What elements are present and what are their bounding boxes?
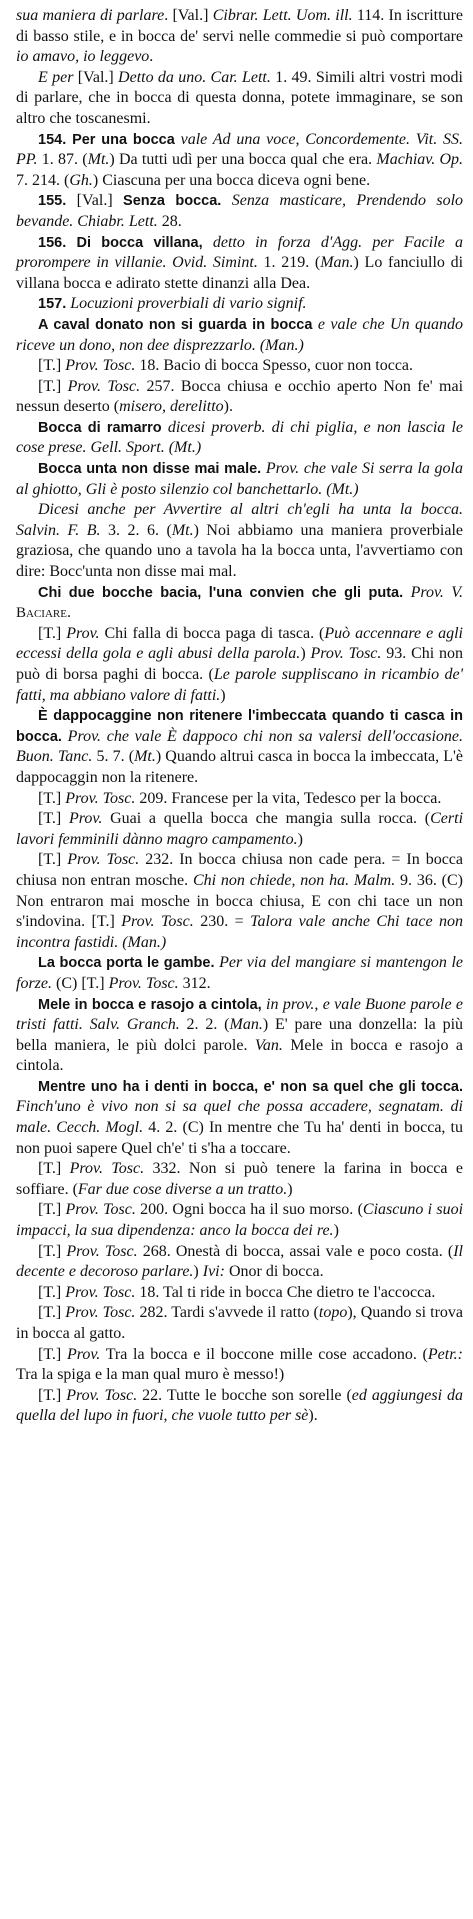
proverb-bacio-di-bocca — [16, 356, 463, 377]
text-run: Prov. Tosc. — [65, 357, 136, 375]
text-run: sua maniera di parlare — [16, 7, 165, 24]
text-run: Prov. che vale Si serra la gola al ghiotto, Gli è posto silenzio col banchettarlo. (Mt.) — [16, 460, 464, 498]
text-run: [T.] — [38, 377, 68, 395]
text-run: ) — [287, 1180, 293, 1198]
text-run: Prov. Tosc. — [69, 1160, 145, 1178]
text-run: ), Quando si trova in bocca al gatto. — [16, 1304, 464, 1342]
text-run: Prov. Tosc. — [67, 851, 140, 869]
text-run: [T.] — [38, 1283, 66, 1301]
text-run: Cibrar. Lett. Uom. ill. — [212, 7, 353, 24]
text-run: 209. Francese per la vita, Tedesco per la bocca. — [135, 789, 442, 807]
text-run: [T.] — [38, 789, 66, 807]
text-run: Prov. — [66, 624, 100, 642]
text-run: Petr.: — [427, 1345, 463, 1363]
text-run: . — [66, 604, 71, 622]
proverb-bocca-unta-note — [16, 500, 463, 582]
text-run: Guai a quella bocca che mangia sulla rocca. ( — [102, 810, 431, 828]
proverb-chi-due-bocche — [16, 583, 463, 624]
text-run: ). — [308, 1407, 318, 1425]
proverb-bocca-chiusa — [16, 377, 463, 418]
text-run: Chi falla di bocca paga di tasca. ( — [99, 624, 325, 642]
text-run: 28. — [157, 212, 182, 230]
text-run: 332. Non si può tenere la farina in bocca e soffiare. ( — [16, 1160, 463, 1198]
text-run: 230. = — [193, 913, 251, 931]
text-run: Certi lavori femminili dànno magro campamento. — [16, 810, 464, 848]
proverb-chi-falla-di-bocca — [16, 624, 463, 706]
text-run: Gh. — [69, 171, 93, 189]
text-run: 18. Bacio di bocca Spesso, cuor non tocca. — [135, 357, 414, 375]
text-run: Mt. — [171, 521, 194, 539]
text-run: 257. Bocca chiusa e occhio aperto Non fe' mai nessun deserto ( — [16, 377, 464, 416]
text-run: Chi non chiede, non ha. Malm. — [192, 871, 396, 889]
text-run: [T.] — [38, 1345, 67, 1363]
text-run: Senza masticare, Prendendo solo bevande. Chiabr. Lett. — [16, 192, 464, 230]
text-run: 114. In iscritture di basso stile, e in bocca de' servi nelle commedie si può comportare — [16, 7, 464, 45]
text-run: Ciascuno i suoi impacci, la sua dipendenza: anco la bocca dei re. — [16, 1201, 464, 1240]
text-run: dicesi proverb. di chi piglia, e non lascia le cose prese. Gell. Sport. (Mt.) — [16, 418, 464, 457]
text-run: A caval donato non si guarda in bocca — [38, 316, 313, 333]
proverb-tutte-le-bocche — [16, 1386, 463, 1427]
text-run: Van. — [254, 1036, 283, 1054]
text-run: Prov. Tosc. — [310, 645, 382, 663]
text-run: Talora vale anche Chi tace non incontra fastidi. (Man.) — [16, 913, 464, 951]
text-run: 9. 36. (C) Non entraron mai mosche in bocca chiusa, E con chi tace un non s'indovina. [T.] — [16, 871, 464, 931]
text-run: detto in forza d'Agg. per Facile a prorompere in villanie. Ovid. Simint. — [16, 233, 464, 272]
text-run: Prov. Tosc. — [108, 974, 179, 992]
text-run: 312. — [178, 974, 211, 992]
text-run — [203, 234, 213, 251]
text-run: Prov. Tosc. — [65, 789, 136, 807]
text-run: Prov. che vale È dappoco chi non sa valersi dell'occasione. Buon. Tanc. — [16, 727, 463, 766]
text-run: Detto da uno. Car. Lett. — [118, 68, 271, 86]
entry-157 — [16, 294, 463, 315]
entry-155 — [16, 191, 463, 232]
proverb-onesta-di-bocca — [16, 1242, 463, 1283]
text-run: Prov. Tosc. — [67, 377, 141, 395]
text-run: [T.] — [38, 810, 69, 828]
entry-example — [16, 68, 463, 130]
text-run: Per una bocca — [72, 131, 175, 148]
text-run: Dicesi anche per Avvertire al altri ch'egli ha unta la bocca. Salvin. F. B. — [16, 501, 463, 539]
proverb-farina-in-bocca — [16, 1159, 463, 1200]
text-run: Bocca unta non disse mai male. — [38, 461, 262, 478]
text-run: Può accennare e agli eccessi della gola e agli abusi della parola. — [16, 624, 464, 663]
text-run: È dappocaggine non ritenere l'imbeccata quando ti casca in bocca. — [16, 708, 463, 745]
text-run: Baciare — [16, 605, 67, 622]
text-run: 200. Ogni bocca ha il suo morso. ( — [135, 1201, 363, 1219]
text-run: Ivi: — [202, 1263, 225, 1281]
text-run: [Val.] — [73, 68, 119, 86]
text-run: ) Lo fanciullo di villana bocca e adirato stette dinanzi alla Dea. — [16, 254, 464, 292]
text-run: Tra la spiga e la man qual muro è messo!) — [16, 1366, 285, 1384]
proverb-mele-in-bocca — [16, 995, 463, 1077]
text-run: Far due cose diverse a un tratto. — [77, 1180, 288, 1198]
text-run: ed aggiungesi da quella del lupo in fuori, che vuole tutto per sè — [16, 1386, 464, 1425]
text-run: Man. — [320, 254, 354, 272]
text-run: Machiav. Op. — [376, 151, 464, 169]
text-run: [T.] — [38, 624, 67, 642]
text-run: Mt. — [134, 748, 156, 766]
text-run: Onor di bocca. — [224, 1263, 324, 1281]
text-run: 157. — [38, 296, 71, 313]
text-run: 18. Tal ti ride in bocca Che dietro te l'accocca. — [135, 1283, 436, 1301]
text-run: [T.] — [38, 1242, 67, 1260]
text-run — [403, 584, 410, 601]
proverb-dappocaggine — [16, 706, 463, 788]
text-run: Prov. Tosc. — [65, 1283, 136, 1301]
text-run: 1. 219. ( — [257, 254, 321, 272]
text-run: vale — [174, 130, 213, 148]
text-run: ) — [193, 1263, 203, 1281]
text-run: ). — [223, 398, 233, 416]
entry-continuation — [16, 6, 463, 68]
text-run: Per via del mangiare si mantengon le forze. — [16, 954, 463, 992]
text-run: ) E' pare una donzella: la più bella maniera, le più dolci parole. — [16, 1016, 464, 1054]
text-run: . [Val.] — [164, 7, 213, 24]
text-run: Mele in bocca e rasojo a cintola, — [38, 996, 262, 1013]
text-run: . — [149, 48, 154, 66]
text-run: topo — [318, 1304, 348, 1322]
text-run: 93. Chi non può di borsa paghi di bocca. ( — [16, 645, 464, 683]
entry-156 — [16, 233, 463, 295]
text-run: [T.] — [38, 1386, 67, 1404]
text-run: 1. 87. ( — [37, 151, 88, 169]
text-run: 5. 7. ( — [92, 748, 135, 766]
text-run: Mt. — [87, 151, 110, 169]
text-run: Prov. Tosc. — [65, 1304, 136, 1322]
text-run: 1. 49. Simili altri vostri modi di parlare, che in bocca di questa donna, potete immaginare, se son altro che toscanesmi. — [16, 68, 463, 127]
text-run: 268. Onestà di bocca, assai vale e poco costa. ( — [137, 1242, 454, 1260]
text-run: 2. 2. ( — [179, 1016, 230, 1034]
entry-154 — [16, 130, 463, 192]
text-run: [T.] — [38, 1304, 66, 1322]
text-run: La bocca porta le gambe. — [38, 955, 215, 972]
text-run: 4. 2. (C) In mentre che Tu ha' denti in bocca, tu non puoi sapere Quel ch'e' ti s'ha a toccare. — [16, 1119, 463, 1157]
text-run: Ad una voce, Concordemente. Vit. SS. PP. — [16, 130, 464, 169]
text-run: [T.] — [38, 1160, 70, 1178]
text-run: 154. — [38, 131, 73, 148]
text-run: ) — [297, 830, 303, 848]
text-run: [Val.] — [76, 192, 124, 210]
text-run: [T.] — [38, 357, 66, 375]
text-run: Bocca di ramarro — [38, 419, 162, 436]
text-run: (C) [T.] — [52, 974, 109, 992]
text-run: in prov., e vale Buone parole e tristi fatti. Salv. Granch. — [16, 995, 463, 1034]
proverb-francese — [16, 789, 463, 810]
proverb-guai-a-quella-bocca — [16, 809, 463, 850]
text-run: Tra la bocca e il boccone mille cose accadono. ( — [100, 1345, 428, 1363]
text-run — [221, 192, 231, 209]
proverb-mentre-uno-ha-i-denti — [16, 1077, 463, 1159]
proverb-tra-la-bocca — [16, 1345, 463, 1386]
text-run: misero, derelitto — [119, 398, 224, 416]
text-run: Prov. V. — [410, 583, 464, 601]
proverb-a-caval-donato — [16, 315, 463, 356]
text-run: 282. Tardi s'avvede il ratto ( — [135, 1304, 319, 1322]
text-run: 22. Tutte le bocche son sorelle ( — [137, 1386, 352, 1404]
text-run: 232. In bocca chiusa non cade pera. = In bocca chiusa non entran mosche. — [16, 851, 464, 889]
text-run: Mentre uno ha i denti in bocca, e' non sa quel che gli tocca. — [38, 1078, 463, 1095]
text-run: ) Quando altrui casca in bocca la imbeccata, L'è dappocaggin non la ritenere. — [16, 748, 464, 786]
text-run: ) — [333, 1222, 339, 1240]
text-run: E per — [38, 68, 74, 86]
text-run: 7. 214. ( — [16, 171, 70, 189]
text-run: Locuzioni proverbiali di vario signif. — [70, 295, 307, 313]
proverb-in-bocca-chiusa — [16, 850, 463, 953]
text-run: ) Ciascuna per una bocca diceva ogni bene. — [92, 171, 371, 189]
text-run: [T.] — [38, 851, 68, 869]
text-run: Senza bocca. — [123, 193, 222, 210]
text-run: Prov. Tosc. — [66, 1386, 138, 1404]
text-run: Le parole suppliscano in ricambio de' fatti, ma abbiano valore di fatti. — [16, 666, 463, 704]
text-run: Il decente e decoroso parlare. — [16, 1242, 463, 1281]
text-run: 156. — [38, 234, 77, 251]
text-run: [T.] — [38, 1201, 66, 1219]
text-run: ) — [300, 645, 311, 663]
text-run: Chi due bocche bacia, l'una convien che gli puta. — [38, 584, 404, 601]
text-run: ) Da tutti udì per una bocca qual che era. — [109, 151, 377, 169]
text-run: Finch'uno è vivo non si sa quel che possa accadere, segnatam. di male. Cecch. Mogl. — [16, 1098, 463, 1137]
text-run: Prov. — [66, 1345, 101, 1363]
text-run: Prov. Tosc. — [66, 1242, 138, 1260]
text-run: ) Noi abbiamo una maniera proverbiale graziosa, che quando uno a tavola ha la bocca unta, l'avvertiamo con dire: Bocc'unta non disse mai mal. — [16, 521, 463, 581]
text-run: Mele in bocca e rasojo a cintola. — [16, 1036, 464, 1075]
proverb-tardi-savvede — [16, 1303, 463, 1344]
text-run: ) — [220, 686, 226, 704]
proverb-bocca-di-ramarro — [16, 418, 463, 459]
proverb-ogni-bocca — [16, 1200, 463, 1241]
text-run: Di bocca villana, — [76, 234, 203, 251]
text-run: 3. 2. 6. ( — [100, 521, 172, 539]
text-run: e vale che Un quando riceve un dono, non dee disprezzarlo. (Man.) — [16, 315, 463, 354]
text-run: io amavo, io leggevo — [16, 48, 150, 66]
text-run: Prov. Tosc. — [121, 913, 194, 931]
text-run: Prov. — [69, 810, 103, 828]
proverb-tal-ti-ride — [16, 1283, 463, 1304]
proverb-la-bocca-porta — [16, 953, 463, 994]
text-run: Prov. Tosc. — [65, 1201, 136, 1219]
text-run: 155. — [38, 193, 77, 210]
text-run: Man. — [229, 1016, 263, 1034]
proverb-bocca-unta — [16, 459, 463, 500]
